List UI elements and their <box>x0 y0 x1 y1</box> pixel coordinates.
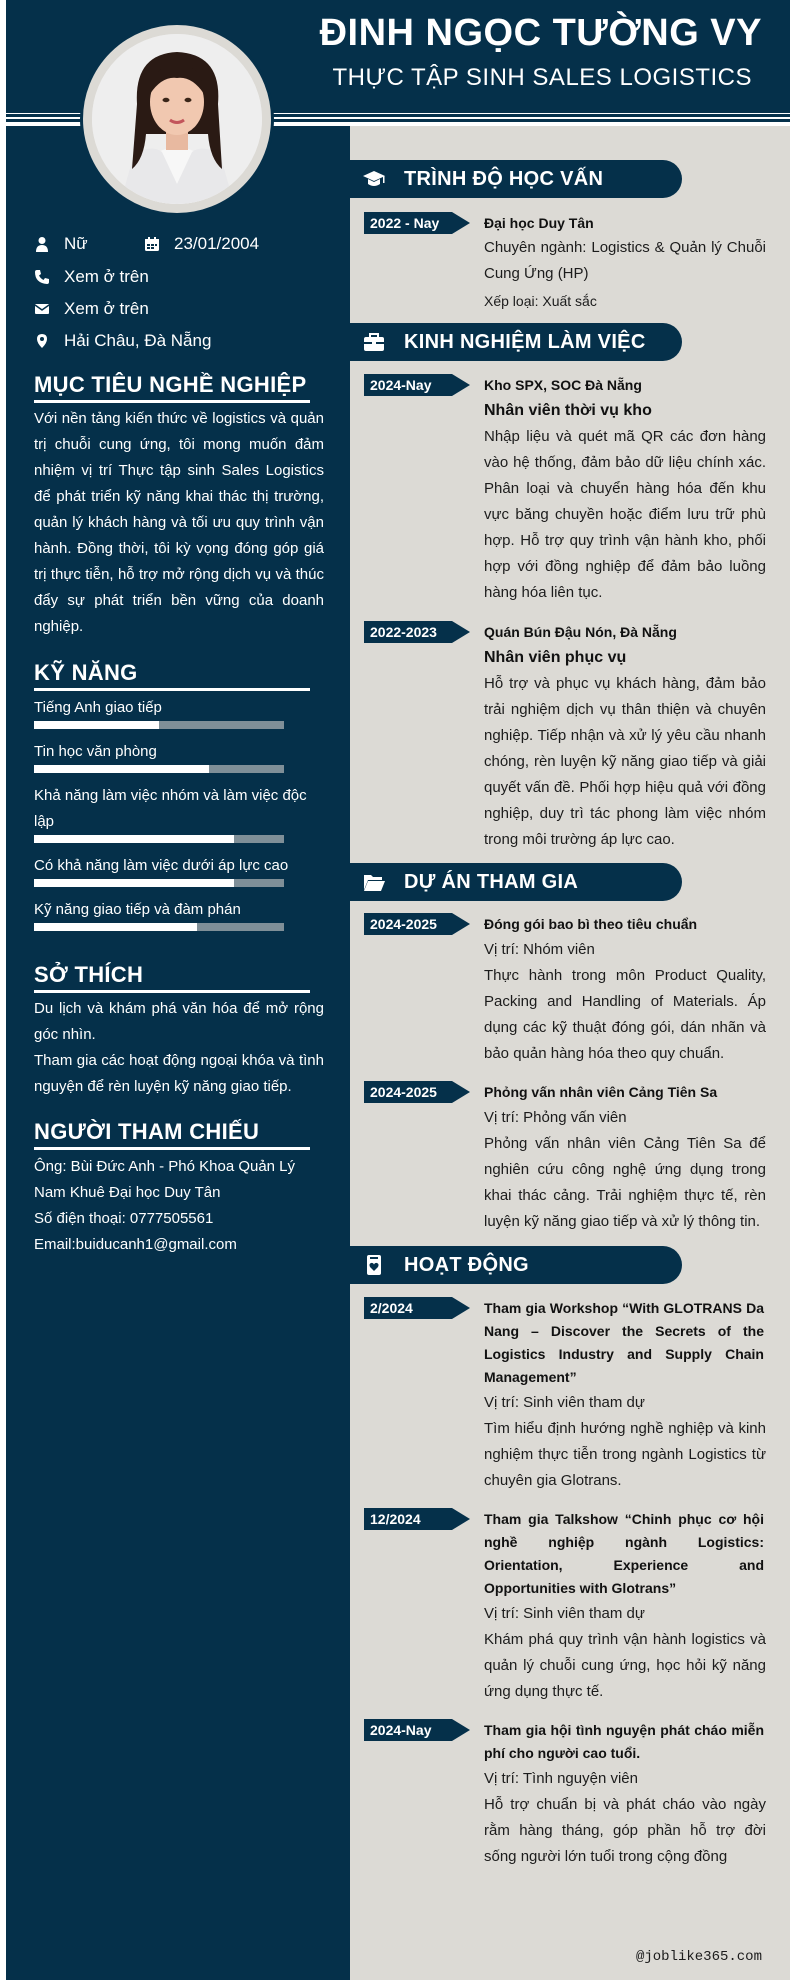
activity-position: Vị trí: Sinh viên tham dự <box>484 1605 645 1622</box>
calendar-icon <box>144 236 160 252</box>
date-tag: 12/2024 <box>364 1508 470 1530</box>
email-row <box>34 297 149 321</box>
activity-title: Tham gia Talkshow “Chinh phục cơ hội nghề nghiệp ngành Logistics: Orientation, Experience and Opportunities with Glotrans” <box>484 1511 764 1596</box>
reference-phone: Số điện thoại: 0777505561 <box>34 1210 214 1227</box>
objective-heading: MỤC TIÊU NGHỀ NGHIỆP <box>34 372 310 403</box>
activity-title: Tham gia Workshop “With GLOTRANS Da Nang – Discover the Secrets of the Logistics Industry and Supply Chain Management” <box>484 1300 764 1385</box>
project-title: Phỏng vấn nhân viên Cảng Tiên Sa <box>484 1084 718 1100</box>
job-description: Hỗ trợ và phục vụ khách hàng, đảm bảo trải nghiệm dịch vụ thân thiện và chuyên nghiệp. Tiếp nhận và xử lý yêu cầu nhanh chóng, rèn luyện kỹ năng giao tiếp và giải quyết vấn đề. Phối hợp hiệu quả với đồng nghiệp, duy trì tác phong làm việc nhóm trong môi trường áp lực cao. <box>484 675 766 848</box>
skill-label: Tin học văn phòng <box>34 743 157 760</box>
job-role: Nhân viên thời vụ kho <box>484 402 652 419</box>
graduation-cap-icon <box>362 167 386 191</box>
education-heading: TRÌNH ĐỘ HỌC VẤN <box>350 160 682 198</box>
date-tag: 2024-Nay <box>364 1719 470 1741</box>
envelope-icon <box>34 301 50 317</box>
skill-bar <box>34 765 284 773</box>
activity-position: Vị trí: Tình nguyện viên <box>484 1770 638 1787</box>
address-row <box>34 329 211 353</box>
user-icon <box>34 236 50 252</box>
skill-level <box>34 721 159 729</box>
briefcase-icon <box>362 330 386 354</box>
birthday-value: 23/01/2004 <box>174 234 260 253</box>
skill-level <box>34 835 234 843</box>
skill-label: Có khả năng làm việc dưới áp lực cao <box>34 857 289 874</box>
candidate-name: ĐINH NGỌC TƯỜNG VY <box>319 12 762 54</box>
skill-level <box>34 765 209 773</box>
activity-description: Hỗ trợ chuẩn bị và phát cháo vào ngày rằm hàng tháng, góp phần hỗ trợ đời sống người lớn tuổi trong cộng đồng <box>484 1796 766 1865</box>
gender-row <box>34 232 259 256</box>
project-description: Phỏng vấn nhân viên Cảng Tiên Sa để nghiên cứu công nghệ ứng dụng trong khai thác cảng. Trải nghiệm thực tế, rèn luyện kỹ năng giao tiếp và xử lý thông tin. <box>484 1135 766 1230</box>
objective-text: Với nền tảng kiến thức về logistics và quản trị chuỗi cung ứng, tôi mong muốn đảm nhiệm vị trí Thực tập sinh Sales Logistics để phát triển kỹ năng khai thác thị trường, quản lý khách hàng và tối ưu quy trình vận hành. Đồng thời, tôi kỳ vọng đóng góp giá trị thực tiễn, hỗ trợ mở rộng dịch vụ và thúc đẩy sự phát triển bền vững của doanh nghiệp. <box>34 410 324 635</box>
activity-description: Tìm hiểu định hướng nghề nghiệp và kinh nghiệm thực tiễn trong ngành Logistics từ chuyên gia Glotrans. <box>484 1420 766 1489</box>
email-value: Xem ở trên <box>64 299 149 318</box>
phone-value: Xem ở trên <box>64 267 149 286</box>
skill-bar <box>34 879 284 887</box>
project-position: Vị trí: Phỏng vấn viên <box>484 1109 627 1126</box>
skill-bar <box>34 835 284 843</box>
skill-label: Kỹ năng giao tiếp và đàm phán <box>34 901 241 918</box>
hobby-item: Tham gia các hoạt động ngoại khóa và tình nguyện để rèn luyện kỹ năng giao tiếp. <box>34 1052 324 1095</box>
experience-heading: KINH NGHIỆM LÀM VIỆC <box>350 323 682 361</box>
phone-icon <box>34 269 50 285</box>
school-name: Đại học Duy Tân <box>484 215 594 231</box>
skill-bar <box>34 923 284 931</box>
activities-heading: HOẠT ĐỘNG <box>350 1246 682 1284</box>
date-tag: 2022 - Nay <box>364 212 470 234</box>
skill-bar <box>34 721 284 729</box>
skill-level <box>34 923 197 931</box>
job-role: Nhân viên phục vụ <box>484 649 627 666</box>
skill-label: Khả năng làm việc nhóm và làm việc độc lập <box>34 787 307 830</box>
date-tag: 2/2024 <box>364 1297 470 1319</box>
job-description: Nhập liệu và quét mã QR các đơn hàng vào hệ thống, đảm bảo dữ liệu chính xác. Phân loại và chuyển hàng hóa đến khu vực băng chuyền hoặc điểm lưu trữ phù hợp. Hỗ trợ quy trình vận hành kho, phối hợp với đồng nghiệp để đảm bảo luồng hàng hóa liên tục. <box>484 428 766 601</box>
skill-level <box>34 879 234 887</box>
activity-description: Khám phá quy trình vận hành logistics và quản lý chuỗi cung ứng, học hỏi kỹ năng ứng dụng thực tế. <box>484 1631 766 1700</box>
date-tag: 2024-Nay <box>364 374 470 396</box>
watermark: @joblike365.com <box>635 1949 762 1965</box>
hobbies-heading: SỞ THÍCH <box>34 962 310 993</box>
location-pin-icon <box>34 333 50 349</box>
candidate-title: THỰC TẬP SINH SALES LOGISTICS <box>332 64 752 91</box>
date-tag: 2022-2023 <box>364 621 470 643</box>
gender-value: Nữ <box>64 234 88 253</box>
avatar <box>92 34 262 204</box>
badge-heart-icon <box>362 1253 386 1277</box>
activity-title: Tham gia hội tình nguyện phát cháo miễn phí cho người cao tuổi. <box>484 1722 764 1761</box>
project-title: Đóng gói bao bì theo tiêu chuẩn <box>484 916 698 932</box>
skills-heading: KỸ NĂNG <box>34 660 310 691</box>
activity-position: Vị trí: Sinh viên tham dự <box>484 1394 645 1411</box>
education-major: Chuyên ngành: Logistics & Quản lý Chuỗi Cung Ứng (HP) <box>484 239 766 282</box>
date-tag: 2024-2025 <box>364 913 470 935</box>
phone-row <box>34 265 149 289</box>
project-description: Thực hành trong môn Product Quality, Packing and Handling of Materials. Áp dụng các kỹ thuật đóng gói, dán nhãn và bảo quản hàng hóa theo quy chuẩn. <box>484 967 766 1062</box>
skill-label: Tiếng Anh giao tiếp <box>34 699 162 716</box>
reference-email: Email:buiducanh1@gmail.com <box>34 1236 237 1253</box>
date-tag: 2024-2025 <box>364 1081 470 1103</box>
education-rank: Xếp loại: Xuất sắc <box>484 293 597 309</box>
reference-person: Ông: Bùi Đức Anh - Phó Khoa Quản Lý Nam Khuê Đại học Duy Tân <box>34 1158 296 1201</box>
hobby-item: Du lịch và khám phá văn hóa để mở rộng góc nhìn. <box>34 1000 324 1043</box>
references-heading: NGƯỜI THAM CHIẾU <box>34 1119 310 1150</box>
folder-icon <box>362 870 386 894</box>
projects-heading: DỰ ÁN THAM GIA <box>350 863 682 901</box>
address-value: Hải Châu, Đà Nẵng <box>64 331 212 350</box>
employer-name: Quán Bún Đậu Nón, Đà Nẵng <box>484 624 677 640</box>
project-position: Vị trí: Nhóm viên <box>484 941 595 958</box>
portrait-photo <box>92 34 262 204</box>
employer-name: Kho SPX, SOC Đà Nẵng <box>484 377 642 393</box>
